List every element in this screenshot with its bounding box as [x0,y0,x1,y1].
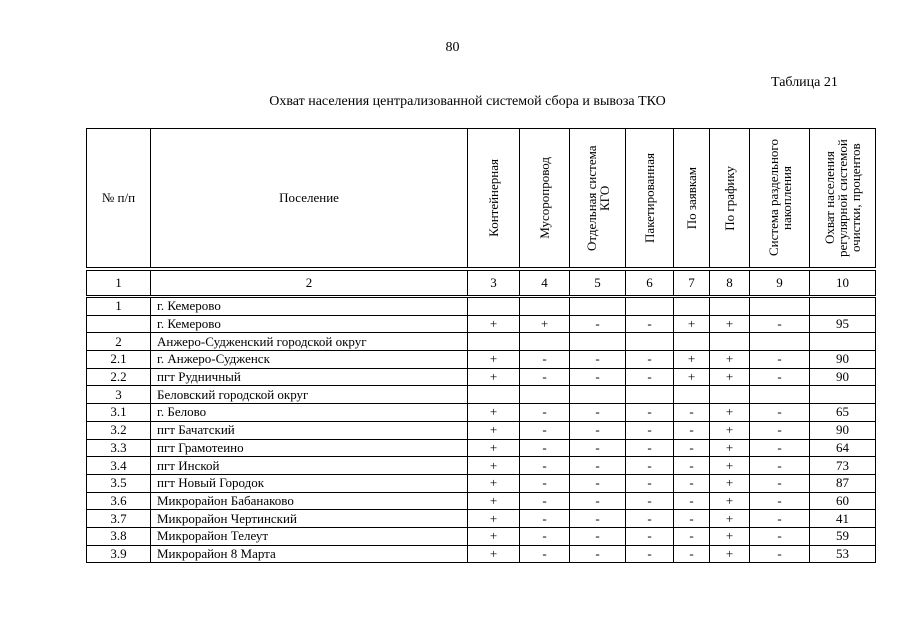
table-cell: - [520,351,570,369]
table-cell: - [750,421,810,439]
settlement-name: г. Кемерово [151,298,468,316]
table-cell [810,298,876,316]
table-cell [674,333,710,351]
table-cell: - [750,527,810,545]
row-number: 3.5 [87,474,151,492]
settlement-name: пгт Новый Городок [151,474,468,492]
column-number: 3 [468,271,520,296]
table-cell: - [626,404,674,422]
table-cell: - [750,492,810,510]
table-cell [626,333,674,351]
table-cell: - [626,368,674,386]
row-number: 1 [87,298,151,316]
header-request [674,129,710,268]
table-cell: - [570,421,626,439]
table-cell: + [710,421,750,439]
table-row [87,351,876,369]
header-kgo [570,129,626,268]
table-cell: - [626,510,674,528]
table-cell [674,298,710,316]
table-cell: - [626,474,674,492]
table-cell: 90 [810,351,876,369]
row-number: 2 [87,333,151,351]
table-label: Таблица 21 [771,75,838,90]
column-number-row [86,270,876,296]
table-cell: + [468,368,520,386]
settlement-name: пгт Бачатский [151,421,468,439]
table-cell: - [674,457,710,475]
table-cell: + [468,457,520,475]
table-cell [710,333,750,351]
table-cell: - [570,351,626,369]
table-row [87,386,876,404]
settlement-name: Микрорайон Чертинский [151,510,468,528]
table-cell: - [674,492,710,510]
row-number: 3.8 [87,527,151,545]
page-number: 80 [445,40,460,55]
table-cell: - [750,439,810,457]
table-cell: - [520,474,570,492]
table-cell: - [750,510,810,528]
settlement-name: пгт Грамотеино [151,439,468,457]
table-row [87,457,876,475]
table-cell: - [570,527,626,545]
table-row [87,545,876,563]
table-cell [750,386,810,404]
table-cell: - [626,351,674,369]
row-number: 3.2 [87,421,151,439]
table-cell [520,386,570,404]
table-cell: 90 [810,421,876,439]
table-cell: - [750,545,810,563]
table-cell [626,386,674,404]
table-cell: - [520,421,570,439]
column-number: 5 [570,271,626,296]
table-cell: 60 [810,492,876,510]
column-number: 8 [710,271,750,296]
table-cell: - [570,439,626,457]
row-number: 3.3 [87,439,151,457]
table-cell [750,298,810,316]
table-cell: - [520,368,570,386]
data-table [86,297,876,563]
table-cell: + [468,421,520,439]
table-cell: 90 [810,368,876,386]
table-cell: - [674,404,710,422]
table-cell: 73 [810,457,876,475]
table-cell: + [468,439,520,457]
table-cell: - [750,351,810,369]
settlement-name: Беловский городской округ [151,386,468,404]
table-cell: - [520,439,570,457]
table-title: Охват населения централизованной системой сбора и вывоза ТКО [269,94,666,109]
table-cell [468,386,520,404]
header-schedule-label: По графику [722,165,737,231]
table-cell: - [520,545,570,563]
table-cell: + [468,527,520,545]
table-cell: + [468,545,520,563]
table-cell: 53 [810,545,876,563]
header-num: № п/п [87,129,151,268]
header-chute-label: Мусоропровод [537,157,552,239]
table-cell: - [626,492,674,510]
column-number: 2 [151,271,468,296]
table-cell: + [468,510,520,528]
table-row [87,315,876,333]
table-cell: - [674,510,710,528]
table-cell: + [468,492,520,510]
table-cell: + [468,315,520,333]
table-cell: + [520,315,570,333]
header-packet [626,129,674,268]
table-cell [468,298,520,316]
row-number [87,315,151,333]
table-cell [468,333,520,351]
row-number: 2.2 [87,368,151,386]
settlement-name: Анжеро-Судженский городской округ [151,333,468,351]
table-cell [520,298,570,316]
table-cell [626,298,674,316]
table-row [87,333,876,351]
table-cell [710,386,750,404]
table-cell: - [750,457,810,475]
row-number: 3.6 [87,492,151,510]
header-separate [750,129,810,268]
table-cell: - [674,474,710,492]
table-cell: + [710,351,750,369]
row-number: 2.1 [87,351,151,369]
table-cell: 95 [810,315,876,333]
header-settlement: Поселение [151,129,468,268]
table-cell: - [570,315,626,333]
table-row [87,527,876,545]
table-cell [520,333,570,351]
table-row [87,421,876,439]
header-separate-label: Система раздельного накопления [765,139,794,257]
table-cell: + [468,351,520,369]
table-cell [710,298,750,316]
table-cell: - [520,510,570,528]
settlement-name: г. Анжеро-Судженск [151,351,468,369]
row-number: 3.9 [87,545,151,563]
table-cell [570,298,626,316]
table-cell: + [674,368,710,386]
table-cell: + [710,527,750,545]
table-cell: + [710,404,750,422]
header-coverage-label: Охват населения регулярной системой очистки, процентов [822,139,863,257]
table-cell: + [710,457,750,475]
column-number: 4 [520,271,570,296]
table-cell: - [626,439,674,457]
table-row [87,404,876,422]
table-cell: + [710,492,750,510]
table-cell: - [520,404,570,422]
table-row [87,439,876,457]
table-cell: + [674,351,710,369]
table-cell: + [710,474,750,492]
settlement-name: Микрорайон Бабанаково [151,492,468,510]
table-cell: + [674,315,710,333]
table-cell: - [570,457,626,475]
table-cell: 87 [810,474,876,492]
table-cell: - [750,404,810,422]
table-cell [674,386,710,404]
table-cell: + [468,474,520,492]
table-cell: + [710,510,750,528]
table-cell [810,386,876,404]
table-cell: - [570,545,626,563]
header-request-label: По заявкам [684,166,699,230]
header-kgo-label: Отдельная система КГО [583,145,612,251]
header-packet-label: Пакетированная [642,153,657,243]
table-cell: - [626,457,674,475]
table-cell: - [750,315,810,333]
table-cell: - [674,545,710,563]
row-number: 3.1 [87,404,151,422]
column-number: 6 [626,271,674,296]
table-cell: + [710,368,750,386]
table-cell: - [570,404,626,422]
table-cell [570,333,626,351]
table-cell: - [520,492,570,510]
table-cell: 59 [810,527,876,545]
table-cell: - [750,474,810,492]
table-header [86,128,876,268]
row-number: 3.7 [87,510,151,528]
header-container [468,129,520,268]
settlement-name: г. Кемерово [151,315,468,333]
table-cell: - [626,545,674,563]
table-cell: 64 [810,439,876,457]
table-row [87,474,876,492]
header-schedule [710,129,750,268]
table-cell: - [570,492,626,510]
settlement-name: Микрорайон 8 Марта [151,545,468,563]
column-number: 9 [750,271,810,296]
table-cell [750,333,810,351]
table-cell: - [626,315,674,333]
settlement-name: пгт Инской [151,457,468,475]
header-coverage [810,129,876,268]
table-cell: - [674,439,710,457]
header-container-label: Контейнерная [486,159,501,237]
table-cell: + [710,439,750,457]
header-chute [520,129,570,268]
settlement-name: г. Белово [151,404,468,422]
table-row [87,368,876,386]
table-cell: - [750,368,810,386]
table-cell: + [468,404,520,422]
settlement-name: пгт Рудничный [151,368,468,386]
table-cell: - [674,527,710,545]
table-cell: - [626,421,674,439]
settlement-name: Микрорайон Телеут [151,527,468,545]
table-row [87,510,876,528]
table-cell: - [570,510,626,528]
column-number: 7 [674,271,710,296]
table-cell: 41 [810,510,876,528]
column-number: 10 [810,271,876,296]
table-cell: 65 [810,404,876,422]
table-cell: - [570,474,626,492]
table-cell [810,333,876,351]
table-row [87,298,876,316]
column-number: 1 [87,271,151,296]
table-cell: - [626,527,674,545]
table-cell [570,386,626,404]
table-cell: + [710,545,750,563]
table-cell: + [710,315,750,333]
row-number: 3.4 [87,457,151,475]
row-number: 3 [87,386,151,404]
table-cell: - [674,421,710,439]
table-row [87,492,876,510]
table-cell: - [520,527,570,545]
table-cell: - [570,368,626,386]
table-cell: - [520,457,570,475]
